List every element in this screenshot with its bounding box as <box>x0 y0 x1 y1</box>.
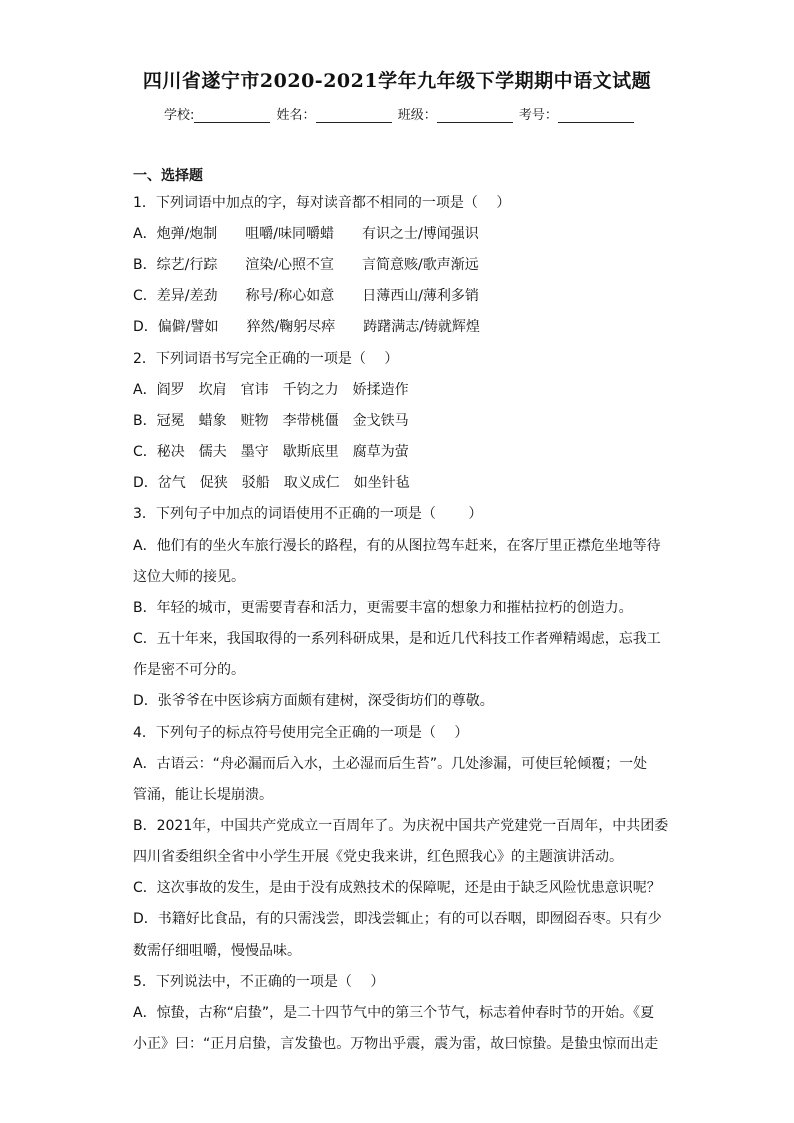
option-continuation: 作是密不可分的。 <box>133 662 245 678</box>
option-continuation: 数需仔细咀嚼，慢慢品味。 <box>133 943 301 959</box>
class-blank <box>437 108 513 123</box>
question-line: 2．下列词语书写完全正确的一项是（ ） <box>133 351 399 367</box>
option-line: B．综艺/行踪 渲染/心照不宣 言简意赅/歌声渐远 <box>133 257 479 273</box>
question-line: 4．下列句子的标点符号使用完全正确的一项是（ ） <box>133 725 469 741</box>
school-blank <box>194 108 270 123</box>
option-line: A．炮弹/炮制 咀嚼/味同嚼蜡 有识之士/博闻强识 <box>133 226 479 242</box>
option-line: B．2021年，中国共产党成立一百周年了。为庆祝中国共产党建党一百周年，中共团委 <box>133 818 669 834</box>
number-label: 考号： <box>518 108 558 123</box>
option-line: C．五十年来，我国取得的一系列科研成果，是和近几代科技工作者殚精竭虑，忘我工 <box>133 631 661 647</box>
option-line: A．古语云：“舟必漏而后入水，土必湿而后生苔”。几处渗漏，可使巨轮倾覆；一处 <box>133 756 648 772</box>
section-heading: 一、选择题 <box>133 168 203 184</box>
school-label: 学校: <box>164 108 195 123</box>
number-blank <box>558 108 634 123</box>
option-continuation: 小正》曰：“正月启蛰，言发蛰也。万物出乎震，震为雷，故曰惊蛰。是蛰虫惊而出走 <box>133 1036 659 1052</box>
option-line: D．书籍好比食品，有的只需浅尝，即浅尝辄止；有的可以吞咽，即囫囵吞枣。只有少 <box>133 911 662 927</box>
option-line: A．惊蛰，古称“启蛰”，是二十四节气中的第三个节气，标志着仲春时节的开始。《夏 <box>133 1005 655 1021</box>
question-line: 3．下列句子中加点的词语使用不正确的一项是（ ） <box>133 506 483 522</box>
name-label: 姓名： <box>276 108 316 123</box>
class-label: 班级： <box>397 108 437 123</box>
option-line: D．张爷爷在中医诊病方面颇有建树，深受街坊们的尊敬。 <box>133 693 494 709</box>
question-line: 1．下列词语中加点的字，每对读音都不相同的一项是（ ） <box>133 195 511 211</box>
student-info-row <box>164 104 636 123</box>
question-line: 5．下列说法中，不正确的一项是（ ） <box>133 974 385 990</box>
option-line: D．偏僻/譬如 猝然/鞠躬尽瘁 踌躇满志/铸就辉煌 <box>133 319 480 335</box>
option-line: A．他们有的坐火车旅行漫长的路程，有的从图拉驾车赶来，在客厅里正襟危坐地等待 <box>133 538 661 554</box>
name-blank <box>316 108 392 123</box>
page-title: 四川省遂宁市2020-2021学年九年级下学期期中语文试题 <box>142 70 652 92</box>
option-line: B．冠冕 蜡象 赃物 李带桃僵 金戈铁马 <box>133 413 409 429</box>
option-line: B．年轻的城市，更需要青春和活力，更需要丰富的想象力和摧枯拉朽的创造力。 <box>133 600 633 616</box>
option-continuation: 这位大师的接见。 <box>133 569 245 585</box>
option-line: C．这次事故的发生，是由于没有成熟技术的保障呢，还是由于缺乏风险忧患意识呢？ <box>133 880 661 896</box>
option-line: C．秘决 儒夫 墨守 歇斯底里 腐草为萤 <box>133 444 409 460</box>
option-line: A．阎罗 坎肩 官讳 千钧之力 娇揉造作 <box>133 382 409 398</box>
option-line: C．差异/差劲 称号/称心如意 日薄西山/薄利多销 <box>133 288 479 304</box>
option-continuation: 管涌，能让长堤崩溃。 <box>133 787 273 803</box>
option-line: D．岔气 促狭 驳船 取义成仁 如坐针毡 <box>133 475 410 491</box>
option-continuation: 四川省委组织全省中小学生开展《党史我来讲，红色照我心》的主题演讲活动。 <box>133 849 623 865</box>
